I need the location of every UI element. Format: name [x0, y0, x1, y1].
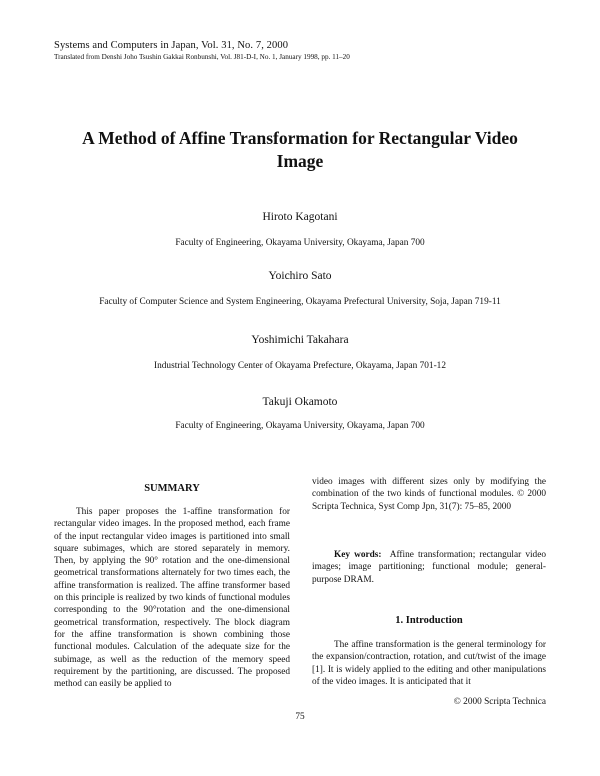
summary-heading: SUMMARY — [144, 483, 200, 494]
keywords-block — [312, 549, 546, 586]
paper-title: A Method of Affine Transformation for Rectangular Video Image — [82, 128, 518, 171]
summary-body — [54, 506, 290, 690]
author-affiliation: Industrial Technology Center of Okayama Prefecture, Okayama, Japan 701-12 — [154, 361, 446, 371]
author-name: Yoshimichi Takahara — [251, 334, 349, 346]
summary-continued-text: video images with different sizes only by modifying the combination of the two kinds of functional modules. © 2000 Scripta Technica, Syst Comp Jpn, 31(7): 75–85, 2000 — [312, 477, 546, 512]
author-affiliation: Faculty of Computer Science and System Engineering, Okayama Prefectural University, Soja, Japan 719-11 — [99, 297, 501, 307]
author-name: Takuji Okamoto — [262, 396, 338, 408]
author-affiliation: Faculty of Engineering, Okayama University, Okayama, Japan 700 — [175, 238, 425, 248]
author-affiliation: Faculty of Engineering, Okayama University, Okayama, Japan 700 — [175, 421, 425, 431]
introduction-heading: 1. Introduction — [395, 615, 463, 626]
page-number: 75 — [295, 712, 305, 722]
translation-note: Translated from Denshi Joho Tsushin Gakkai Ronbunshi, Vol. J81-D-I, No. 1, January 1998, pp. 11–20 — [54, 53, 350, 61]
author-name: Hiroto Kagotani — [262, 211, 338, 223]
introduction-body — [312, 639, 546, 688]
keywords-label: Key words: — [334, 550, 382, 560]
journal-citation: Systems and Computers in Japan, Vol. 31, No. 7, 2000 — [54, 40, 289, 51]
summary-text: This paper proposes the 1-affine transformation for rectangular video images. In the proposed method, each frame of the input rectangular video images is partitioned into small square subimages, which are stored separately in memory. Then, by applying the 90° rotation and the one-dimensional geometrical transformations alternately for two times each, the affine transformation is realized. The affine transformer based on this principle is realized by two kinds of functional modules corresponding to the 90°rotation and the one-dimensional geometrical transformation, respectively. The block diagram for the affine transformation is shown combining those functional modules. Calculation of the adequate size for the subimage, as well as the reduction of the memory speed requirement by the partitioning, are discussed. The proposed method can easily be applied to — [54, 507, 290, 690]
introduction-text: The affine transformation is the general terminology for the expansion/contraction, rotation, and cut/twist of the image [1]. It is widely applied to the editing and other manipulations of the video images. It is anticipated that it — [312, 640, 546, 687]
copyright-notice: © 2000 Scripta Technica — [453, 697, 546, 707]
author-name: Yoichiro Sato — [268, 270, 332, 282]
keywords-text: Affine transformation; rectangular video images; image partitioning; functional module; general-purpose DRAM. — [312, 550, 546, 585]
summary-continued-block — [312, 476, 546, 513]
